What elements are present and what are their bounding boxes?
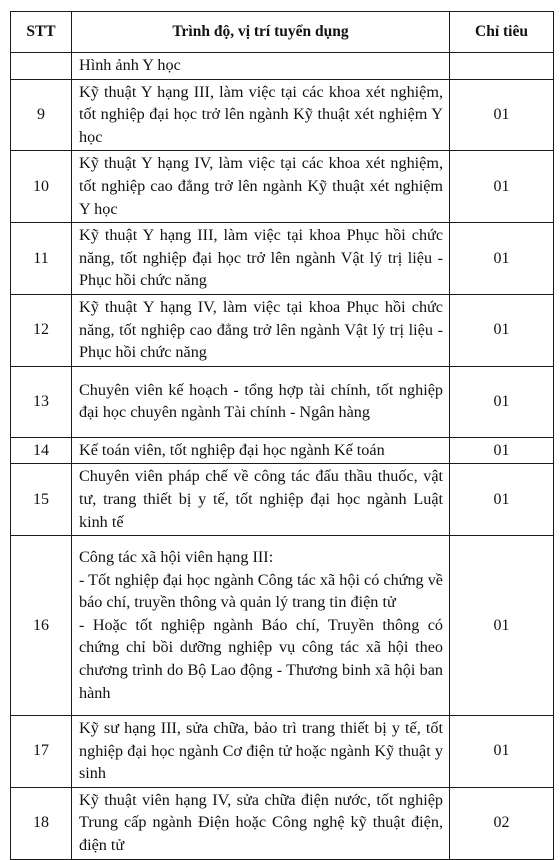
row-description: Hình ảnh Y học bbox=[72, 53, 450, 80]
recruitment-table bbox=[10, 11, 554, 860]
table-row bbox=[11, 366, 554, 437]
row-description: Kỹ thuật Y hạng III, làm việc tại khoa Phục hồi chức năng, tốt nghiệp đại học trở lên ngành Vật lý trị liệu - Phục hồi chức năng bbox=[72, 223, 450, 295]
row-stt: 10 bbox=[11, 151, 72, 223]
table-row bbox=[11, 79, 554, 151]
row-quota: 01 bbox=[450, 716, 554, 788]
row-quota: 01 bbox=[450, 536, 554, 716]
row-description: Chuyên viên pháp chế về công tác đấu thầu thuốc, vật tư, trang thiết bị y tế, tốt nghiệp đại học ngành Luật kinh tế bbox=[72, 464, 450, 536]
row-quota: 01 bbox=[450, 464, 554, 536]
row-quota: 01 bbox=[450, 223, 554, 295]
row-stt bbox=[11, 53, 72, 80]
row-description: Kỹ thuật Y hạng IV, làm việc tại các khoa xét nghiệm, tốt nghiệp cao đẳng trở lên ngành Kỹ thuật xét nghiệm Y học bbox=[72, 151, 450, 223]
row-stt: 17 bbox=[11, 716, 72, 788]
row-description: Kỹ thuật Y hạng III, làm việc tại các khoa xét nghiệm, tốt nghiệp đại học trở lên ngành Kỹ thuật xét nghiệm Y học bbox=[72, 79, 450, 151]
table-row bbox=[11, 294, 554, 366]
row-quota: 01 bbox=[450, 437, 554, 464]
row-description: Kỹ sư hạng III, sửa chữa, bảo trì trang thiết bị y tế, tốt nghiệp đại học ngành Cơ điện tử hoặc ngành Kỹ thuật y sinh bbox=[72, 716, 450, 788]
table-row bbox=[11, 716, 554, 788]
table-row bbox=[11, 464, 554, 536]
row-stt: 14 bbox=[11, 437, 72, 464]
row-stt: 12 bbox=[11, 294, 72, 366]
row-description: Công tác xã hội viên hạng III: - Tốt nghiệp đại học ngành Công tác xã hội có chứng về báo chí, truyền thông và quản lý trang tin điện tử - Hoặc tốt nghiệp ngành Báo chí, Truyền thông có chứng chỉ bồi dưỡng nghiệp vụ công tác xã hội theo chương trình do Bộ Lao động - Thương binh xã hội ban hành bbox=[72, 536, 450, 716]
header-stt: STT bbox=[11, 12, 72, 53]
row-quota bbox=[450, 53, 554, 80]
row-quota: 02 bbox=[450, 787, 554, 859]
row-stt: 18 bbox=[11, 787, 72, 859]
row-stt: 15 bbox=[11, 464, 72, 536]
row-quota: 01 bbox=[450, 79, 554, 151]
row-stt: 9 bbox=[11, 79, 72, 151]
row-stt: 13 bbox=[11, 366, 72, 437]
table-row bbox=[11, 787, 554, 859]
header-description: Trình độ, vị trí tuyển dụng bbox=[72, 12, 450, 53]
row-quota: 01 bbox=[450, 366, 554, 437]
table-row bbox=[11, 437, 554, 464]
table-row bbox=[11, 536, 554, 716]
row-description: Kế toán viên, tốt nghiệp đại học ngành Kế toán bbox=[72, 437, 450, 464]
header-quota: Chỉ tiêu bbox=[450, 12, 554, 53]
row-quota: 01 bbox=[450, 151, 554, 223]
table-row bbox=[11, 151, 554, 223]
table-row bbox=[11, 223, 554, 295]
row-description: Kỹ thuật viên hạng IV, sửa chữa điện nước, tốt nghiệp Trung cấp ngành Điện hoặc Công nghệ kỹ thuật điện, điện tử bbox=[72, 787, 450, 859]
row-stt: 11 bbox=[11, 223, 72, 295]
table-header-row bbox=[11, 12, 554, 53]
table-row bbox=[11, 53, 554, 80]
row-quota: 01 bbox=[450, 294, 554, 366]
row-stt: 16 bbox=[11, 536, 72, 716]
row-description: Kỹ thuật Y hạng IV, làm việc tại khoa Phục hồi chức năng, tốt nghiệp cao đẳng trở lên ngành Vật lý trị liệu - Phục hồi chức năng bbox=[72, 294, 450, 366]
row-description: Chuyên viên kế hoạch - tổng hợp tài chính, tốt nghiệp đại học chuyên ngành Tài chính - Ngân hàng bbox=[72, 366, 450, 437]
